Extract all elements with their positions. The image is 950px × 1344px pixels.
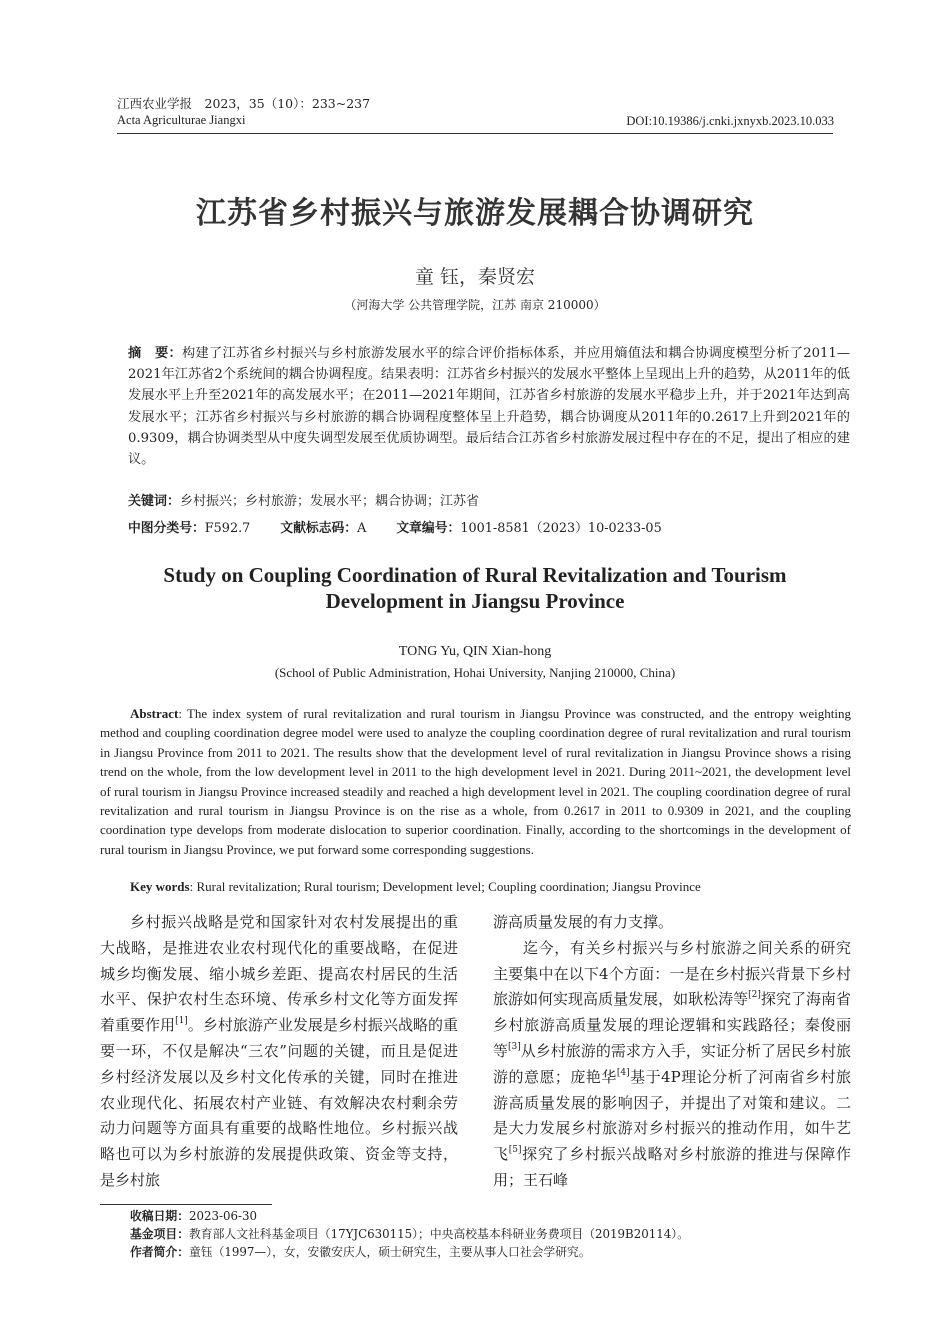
classification-line bbox=[128, 517, 850, 536]
reference-4[interactable]: [4] bbox=[616, 1067, 630, 1078]
abstract-en bbox=[100, 704, 851, 859]
title-en-line2: Development in Jiangsu Province bbox=[325, 589, 625, 613]
affiliation-cn: （河海大学 公共管理学院，江苏 南京 210000） bbox=[344, 298, 606, 312]
page-title: 江苏省乡村振兴与旅游发展耦合协调研究 bbox=[196, 196, 754, 231]
journal-name-en: Acta Agriculturae Jiangxi bbox=[117, 113, 246, 127]
body-column-left bbox=[100, 910, 458, 1194]
reference-2[interactable]: [2] bbox=[748, 990, 761, 1001]
body-text: 游高质量发展的有力支撑。 bbox=[493, 913, 674, 931]
body-paragraph bbox=[100, 910, 458, 1194]
journal-header bbox=[117, 95, 370, 129]
doi[interactable]: DOI:10.19386/j.cnki.jxnyxb.2023.10.033 bbox=[626, 114, 834, 128]
reference-1[interactable]: [1] bbox=[175, 1016, 188, 1027]
fund-info bbox=[130, 1225, 850, 1243]
author-label: 作者简介： bbox=[130, 1245, 189, 1259]
authors-en: TONG Yu, QIN Xian-hong bbox=[398, 644, 552, 659]
doc-code-value: A bbox=[357, 521, 367, 536]
body-text: 基于4P理论分析了河南省乡村旅游高质量发展的影响因子，并提出了对策和建议。二是大力发展乡村旅游对乡村振兴的推动作用，如牛艺飞 bbox=[493, 1067, 851, 1164]
reference-5[interactable]: [5] bbox=[508, 1145, 522, 1156]
received-value: 2023-06-30 bbox=[189, 1209, 258, 1223]
title-en bbox=[0, 562, 950, 614]
author-value: 童钰（1997—），女，安徽安庆人，硕士研究生，主要从事人口社会学研究。 bbox=[189, 1245, 591, 1259]
body-column-right bbox=[493, 910, 851, 1194]
keywords-cn-label: 关键词： bbox=[128, 494, 181, 509]
abstract-cn-text: 构建了江苏省乡村振兴与乡村旅游发展水平的综合评价指标体系，并应用熵值法和耦合协调度模型分析了2011—2021年江苏省2个系统间的耦合协调程度。结果表明：江苏省乡村振兴的发展水平整体上呈现出上升的趋势，从2011年的低发展水平上升至2021年的高发展水平；在2011—2021年期间，江苏省乡村旅游的发展水平稳步上升，并于2021年达到高发展水平；江苏省乡村振兴与乡村旅游的耦合协调程度整体呈上升趋势，耦合协调度从2011年的0.2617上升到2021年的0.9309，耦合协调类型从中度失调型发展至优质协调型。最后结合江苏省乡村旅游发展过程中存在的不足，提出了相应的建议。 bbox=[128, 346, 851, 468]
article-no-label: 文章编号： bbox=[396, 521, 461, 536]
body-text: 。乡村旅游产业发展是乡村振兴战略的重要一环，不仅是解决“三农”问题的关键，而且是促进乡村经济发展以及乡村文化传承的关键，同时在推进农业现代化、拓展农村产业链、有效解决农村剩余劳动力问题等方面具有重要的战略性地位。乡村振兴战略也可以为乡村旅游的发展提供政策、资金等支持，是乡村旅 bbox=[100, 1016, 458, 1189]
doc-code-label: 文献标志码： bbox=[280, 521, 358, 536]
keywords-cn bbox=[128, 490, 850, 509]
abstract-cn bbox=[128, 343, 850, 470]
body-text: 探究了海南省乡村旅游高质量发展的理论逻辑和实践路径；秦俊丽等 bbox=[493, 990, 851, 1060]
keywords-en-label: Key words bbox=[130, 879, 190, 894]
keywords-en-text: : Rural revitalization; Rural tourism; Development level; Coupling coordination; Jiangsu Province bbox=[189, 879, 701, 894]
authors-cn: 童 钰，秦贤宏 bbox=[414, 266, 536, 288]
fund-value: 教育部人文社科基金项目（17YJC630115）；中央高校基本科研业务费项目（2019B20114）。 bbox=[189, 1227, 689, 1241]
received-date bbox=[130, 1207, 850, 1225]
keywords-cn-text: 乡村振兴；乡村旅游；发展水平；耦合协调；江苏省 bbox=[180, 494, 480, 509]
received-label: 收稿日期： bbox=[130, 1209, 189, 1223]
journal-name-cn: 江西农业学报 2023，35（10）：233~237 bbox=[117, 96, 371, 111]
footnote-divider bbox=[100, 1204, 272, 1205]
abstract-cn-label: 摘 要： bbox=[128, 346, 183, 361]
body-text: 迄今，有关乡村振兴与乡村旅游之间关系的研究主要集中在以下4个方面：一是在乡村振兴背景下乡村旅游如何实现高质量发展，如耿松涛等 bbox=[493, 938, 851, 1009]
abstract-en-label: Abstract bbox=[130, 706, 179, 721]
body-text: 乡村振兴战略是党和国家针对农村发展提出的重大战略，是推进农业农村现代化的重要战略，在促进城乡均衡发展、缩小城乡差距、提高农村居民的生活水平、保护农村生态环境、传承乡村文化等方面发挥着重要作用 bbox=[100, 913, 458, 1035]
body-text: 探究了乡村振兴战略对乡村旅游的推进与保障作用；王石峰 bbox=[493, 1145, 851, 1189]
header-divider bbox=[117, 133, 833, 134]
reference-3[interactable]: [3] bbox=[508, 1041, 521, 1052]
body-text: 从乡村旅游的需求方入手，实证分析了居民乡村旅游的意愿；庞艳华 bbox=[493, 1041, 851, 1086]
affiliation-en: (School of Public Administration, Hohai University, Nanjing 210000, China) bbox=[274, 665, 676, 680]
fund-label: 基金项目： bbox=[130, 1227, 189, 1241]
author-info bbox=[130, 1243, 850, 1261]
article-no-value: 1001-8581（2023）10-0233-05 bbox=[460, 521, 662, 536]
abstract-en-text: : The index system of rural revitalization and rural tourism in Jiangsu Province was constructed, and the entropy weighting method and coupling coordination degree model were used to analyze the coupling coordination degree of rural revitalization and rural tourism in Jiangsu Province from 2011 to 2021. The results show that the development level of rural revitalization in Jiangsu Province shows a rising trend on the whole, from the low development level in 2011 to the high development level in 2021. During 2011~2021, the development level of rural tourism in Jiangsu Province increased steadily and reached a high development level in 2021. The coupling coordination degree of rural revitalization and rural tourism in Jiangsu Province is on the rise as a whole, from 0.2617 in 2011 to 0.9309 in 2021, and the coupling coordination type develops from moderate dislocation to superior coordination. Finally, according to the shortcomings in the development of rural tourism in Jiangsu Province, we put forward some corresponding suggestions. bbox=[100, 706, 851, 857]
body-paragraph bbox=[493, 910, 851, 936]
footnotes bbox=[130, 1207, 850, 1261]
keywords-en bbox=[130, 879, 850, 895]
title-en-line1: Study on Coupling Coordination of Rural Revitalization and Tourism bbox=[163, 563, 787, 587]
clc-value: F592.7 bbox=[204, 521, 251, 536]
clc-label: 中图分类号： bbox=[128, 521, 205, 536]
body-paragraph bbox=[493, 936, 851, 1194]
